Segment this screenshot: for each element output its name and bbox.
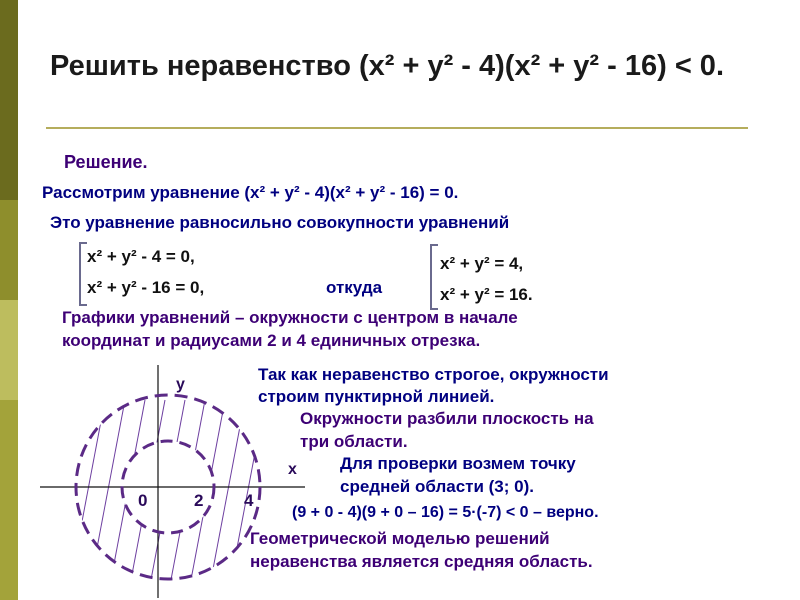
circles-diagram	[30, 360, 310, 600]
sidebar-band	[0, 400, 18, 600]
conclusion-line2: неравенства является средняя область.	[250, 552, 593, 571]
consider-equation-text: Рассмотрим уравнение (x² + y² - 4)(x² + y² - 16) = 0.	[42, 183, 459, 202]
sidebar-band	[0, 0, 18, 200]
system-bracket-left	[79, 242, 87, 306]
sidebar-decoration	[0, 0, 18, 600]
system-right-eq2: x² + y² = 16.	[440, 285, 533, 304]
system-left-eq2: x² + y² - 16 = 0,	[87, 278, 205, 297]
y-axis-label: y	[176, 376, 185, 393]
system-left-eq1: x² + y² - 4 = 0,	[87, 247, 195, 266]
radius-4-label: 4	[244, 491, 254, 510]
sidebar-band	[0, 300, 18, 400]
system-right-eq1: x² + y² = 4,	[440, 254, 524, 273]
check-text-line2: средней области (3; 0).	[340, 477, 534, 496]
check-text-line1: Для проверки возмем точку	[340, 454, 576, 473]
regions-text-line1: Окружности разбили плоскость на	[300, 409, 594, 428]
strict-text-line1: Так как неравенство строгое, окружности	[258, 365, 609, 384]
graphs-text-line1: Графики уравнений – окружности с центром в начале	[62, 308, 518, 327]
graphs-text-line2: координат и радиусами 2 и 4 единичных отрезка.	[62, 331, 481, 350]
from-where-text: откуда	[326, 278, 383, 297]
calculation-text: (9 + 0 - 4)(9 + 0 – 16) = 5·(-7) < 0 – верно.	[292, 504, 599, 521]
regions-text-line2: три области.	[300, 432, 408, 451]
slide-title: Решить неравенство (x² + y² - 4)(x² + y² - 16) < 0.	[50, 50, 724, 82]
solution-heading: Решение.	[64, 152, 148, 172]
conclusion-line1: Геометрической моделью решений	[250, 529, 550, 548]
sidebar-band	[0, 200, 18, 300]
strict-text-line2: строим пунктирной линией.	[258, 387, 495, 406]
radius-2-label: 2	[194, 491, 204, 510]
system-bracket-right	[430, 244, 438, 310]
equivalent-text: Это уравнение равносильно совокупности уравнений	[50, 213, 510, 232]
origin-label: 0	[138, 491, 148, 510]
x-axis-label: x	[288, 461, 297, 478]
title-divider	[46, 127, 748, 129]
